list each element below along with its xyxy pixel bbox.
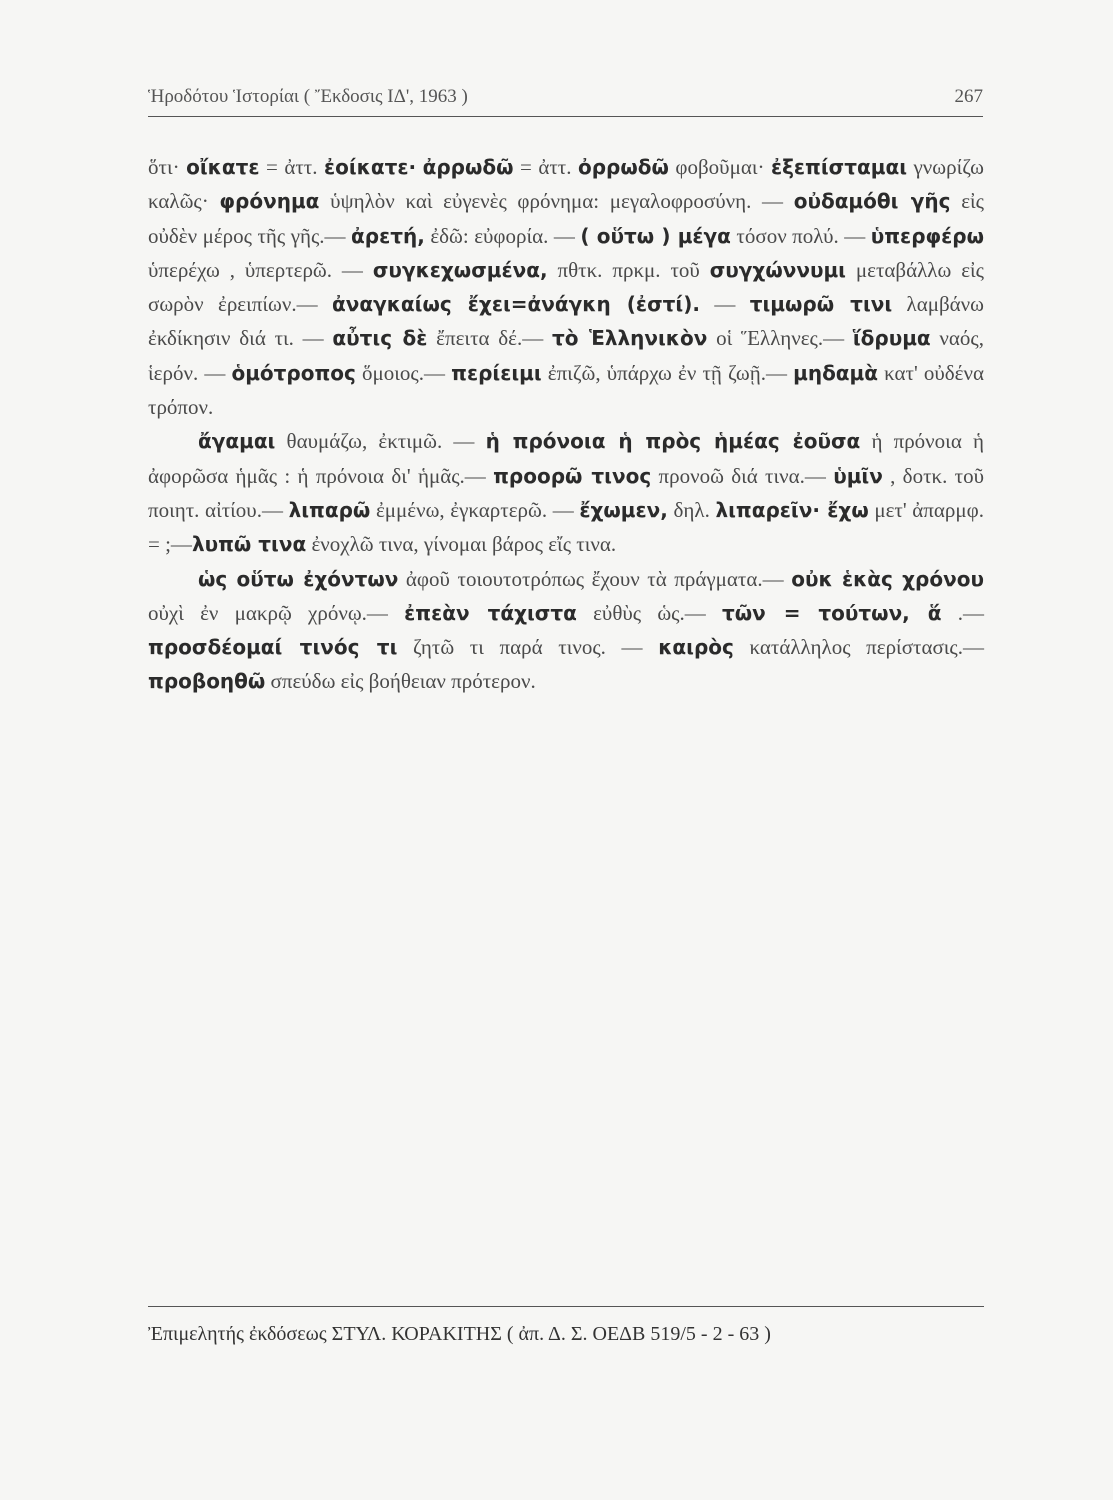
glossary-definition: εὐθὺς ὡς.—	[576, 600, 722, 625]
glossary-definition: μεταβάλλω εἰς σωρὸν ἐρειπίων.—	[148, 257, 984, 317]
glossary-definition: προνοῶ διά τινα.—	[651, 463, 834, 488]
glossary-definition: ἐμμένω, ἐγκαρτερῶ. —	[370, 497, 580, 522]
glossary-definition: .—	[941, 600, 984, 625]
glossary-term: λιπαρεῖν· ἔχω	[715, 497, 869, 522]
glossary-definition: = ἀττ.	[259, 155, 324, 179]
glossary-definition: ἐνοχλῶ τινα, γίνομαι βάρος εἴς τινα.	[306, 532, 617, 557]
paragraph	[148, 150, 984, 424]
glossary-definition: ὅμοιος.—	[355, 360, 452, 385]
glossary-definition: μετ' ἀπαρμφ. = ;—	[148, 497, 985, 557]
glossary-definition: δηλ.	[667, 497, 716, 522]
glossary-term: ὀρρωδῶ	[577, 155, 669, 179]
glossary-term: ἐπεὰν τάχιστα	[404, 600, 577, 625]
glossary-term: οὐκ ἑκὰς χρόνου	[791, 566, 984, 591]
running-header	[148, 80, 983, 117]
glossary-term: ἡ πρόνοια ἡ πρὸς ἡμέας ἐοῦσα	[485, 429, 861, 454]
glossary-term: ἐοίκατε·	[323, 155, 417, 179]
glossary-definition: οἱ Ἕλληνες.—	[707, 326, 853, 351]
glossary-term: ὁμότροπος	[231, 360, 356, 385]
glossary-term: ἐξεπίσταμαι	[770, 155, 907, 179]
glossary-term: προβοηθῶ	[148, 669, 266, 694]
glossary-definition: ὑψηλὸν καὶ εὐγενὲς φρόνημα: μεγαλοφροσύνη. —	[319, 189, 794, 214]
glossary-definition: φοβοῦμαι·	[668, 155, 771, 179]
glossary-term: ὑμῖν	[833, 463, 883, 488]
glossary-term: οὐδαμόθι γῆς	[793, 189, 951, 214]
glossary-definition: τόσον πολύ. —	[730, 223, 871, 248]
glossary-definition: εἰς οὐδὲν μέρος τῆς γῆς.—	[148, 189, 984, 248]
glossary-term: ἵδρυμα	[852, 326, 931, 351]
glossary-term: αὖτις δὲ	[332, 326, 428, 351]
glossary-term: ( οὕτω ) μέγα	[580, 223, 731, 248]
glossary-term: λιπαρῶ	[288, 497, 371, 522]
glossary-term: ἔχωμεν,	[579, 497, 668, 522]
glossary-definition: γνωρίζω καλῶς·	[148, 155, 984, 214]
glossary-term: τῶν = τούτων, ἅ	[721, 600, 942, 625]
glossary-definition: ἐπιζῶ, ὑπάρχω ἐν τῇ ζωῇ.—	[541, 360, 794, 385]
glossary-term: φρόνημα	[219, 189, 320, 214]
glossary-term: τιμωρῶ τινι	[749, 292, 893, 317]
footnote: Ἐπιμελητής ἐκδόσεως ΣΤΥΛ. ΚΟΡΑΚΙΤΗΣ ( ἀπ. Δ. Σ. ΟΕΔΒ 519/5 - 2 - 63 )	[148, 1306, 984, 1346]
glossary-definition: ἀφοῦ τοιουτοτρόπως ἔχουν τὰ πράγματα.—	[398, 566, 792, 591]
glossary-term: προσδέομαί τινός τι	[148, 635, 398, 660]
header-title: Ἡροδότου Ἱστορίαι ( Ἔκδοσις ΙΔ', 1963 )	[148, 86, 468, 107]
glossary-term: ὡς οὕτω ἐχόντων	[198, 566, 399, 591]
glossary-term: συγκεχωσμένα,	[372, 257, 548, 282]
glossary-definition: οὐχὶ ἐν μακρῷ χρόνῳ.—	[148, 600, 405, 625]
glossary-definition: ἐδῶ: εὐφορία. —	[424, 223, 581, 248]
glossary-term: ὑπερφέρω	[870, 223, 984, 248]
glossary-term: λυπῶ τινα	[191, 532, 307, 557]
glossary-term: μηδαμὰ	[793, 360, 879, 385]
glossary-term: συγχώννυμι	[709, 257, 846, 282]
glossary-definition: πθτκ. πρκμ. τοῦ	[547, 257, 710, 282]
glossary-term: ἀναγκαίως ἔχει=ἀνάγκη (ἐστί).	[331, 292, 700, 317]
glossary-term: περίειμι	[451, 360, 542, 385]
glossary-term: τὸ Ἑλληνικὸν	[551, 326, 708, 351]
glossary-definition: λαμβάνω ἐκδίκησιν διά τι. —	[148, 292, 984, 351]
glossary-term: ἀρρωδῶ	[422, 155, 514, 179]
page-number: 267	[954, 86, 983, 107]
glossary-definition: ναός, ἱερόν. —	[148, 326, 984, 385]
glossary-term: ἄγαμαι	[198, 429, 276, 454]
glossary-definition: , δοτκ. τοῦ ποιητ. αἰτίου.—	[148, 463, 984, 522]
glossary-term: καιρὸς	[658, 635, 734, 660]
paragraph	[148, 424, 984, 561]
glossary-definition: θαυμάζω, ἐκτιμῶ. —	[275, 429, 486, 454]
paragraph	[148, 562, 984, 699]
glossary-definition: κατ' οὐδένα τρόπον.	[148, 360, 984, 420]
glossary-definition: = ἀττ.	[513, 155, 578, 179]
glossary-definition: —	[699, 292, 750, 317]
glossary-definition: ἡ πρόνοια ἡ ἀφορῶσα ἡμᾶς : ἡ πρόνοια δι' ἡμᾶς.—	[148, 429, 984, 488]
glossary-definition: κατάλληλος περίστασις.—	[733, 635, 984, 660]
glossary-definition: ὅτι·	[148, 155, 187, 179]
glossary-definition: ζητῶ τι παρά τινος. —	[397, 635, 659, 660]
glossary-term: προορῶ τινος	[493, 463, 652, 488]
glossary-definition: ἔπειτα δέ.—	[427, 326, 552, 351]
glossary-definition: ὑπερέχω , ὑπερτερῶ. —	[148, 257, 373, 282]
glossary-body	[148, 150, 984, 699]
glossary-term: οἴκατε	[186, 155, 260, 179]
glossary-definition: σπεύδω εἰς βοήθειαν πρότερον.	[265, 669, 536, 694]
glossary-term: ἀρετή,	[351, 223, 425, 248]
